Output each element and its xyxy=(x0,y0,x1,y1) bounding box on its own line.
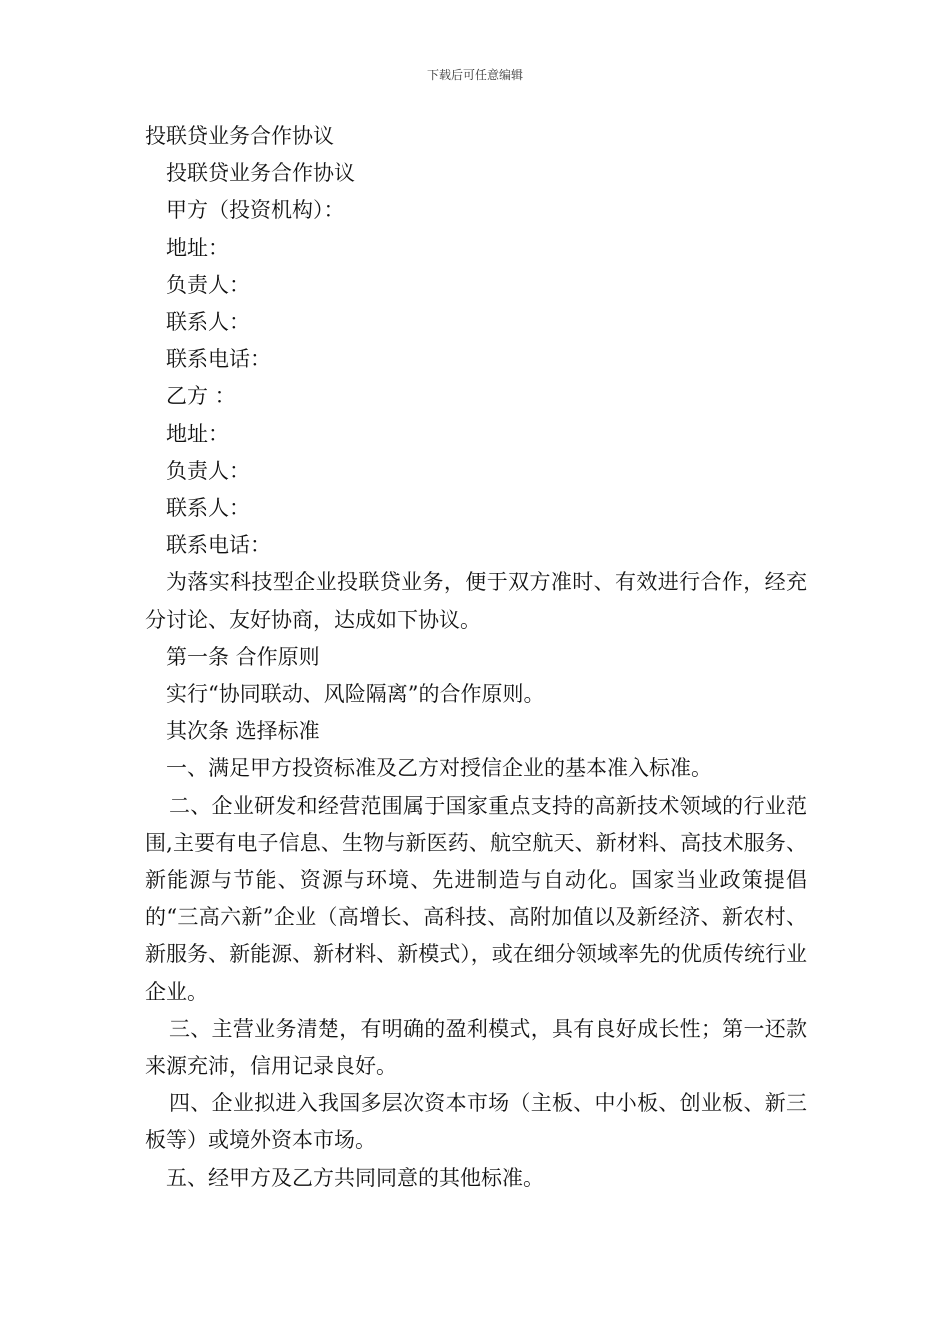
document-subtitle: 投联贷业务合作协议 xyxy=(166,161,355,186)
party-a-person-in-charge: 负责人： xyxy=(166,272,250,297)
party-a-address: 地址： xyxy=(166,235,229,260)
party-b-contact: 联系人： xyxy=(166,496,250,521)
article-1-heading: 第一条 合作原则 xyxy=(166,644,320,669)
preamble-paragraph: 为落实科技型企业投联贷业务，便于双方准时、有效进行合作，经充分讨论、友好协商，达成如下协议。 xyxy=(145,570,807,632)
party-b-person-in-charge: 负责人： xyxy=(166,458,250,483)
party-a-phone: 联系电话： xyxy=(166,347,271,372)
page-header-note: 下载后可任意编辑 xyxy=(426,68,523,82)
criteria-item-3: 三、主营业务清楚，有明确的盈利模式，具有良好成长性；第一还款来源充沛，信用记录良好。 xyxy=(145,1016,807,1079)
criteria-item-1: 一、满足甲方投资标准及乙方对授信企业的基本准入标准。 xyxy=(166,756,712,781)
article-1-text: 实行“协同联动、风险隔离”的合作原则。 xyxy=(166,682,545,707)
criteria-item-4: 四、企业拟进入我国多层次资本市场（主板、中小板、创业板、新三板等）或境外资本市场。 xyxy=(145,1091,807,1153)
document-body xyxy=(145,118,807,1197)
party-b-label: 乙方 ： xyxy=(166,384,236,409)
party-a-label: 甲方（投资机构）： xyxy=(166,198,345,223)
party-a-contact: 联系人： xyxy=(166,310,250,335)
criteria-item-2: 二、企业研发和经营范围属于国家重点支持的高新技术领域的行业范围,主要有电子信息、生物与新医药、航空航天、新材料、高技术服务、新能源与节能、资源与环境、先进制造与自动化。国家当业政策提倡的“三高六新”企业（高增长、高科技、高附加值以及新经济、新农村、新服务、新能源、新材料、新模式），或在细分领域率先的优质传统行业企业。 xyxy=(145,793,807,1004)
criteria-item-5: 五、经甲方及乙方共同同意的其他标准。 xyxy=(166,1165,544,1190)
document-title: 投联贷业务合作协议 xyxy=(145,124,334,148)
article-2-heading: 其次条 选择标准 xyxy=(166,719,320,744)
party-b-address: 地址： xyxy=(166,421,229,446)
party-b-phone: 联系电话： xyxy=(166,533,271,558)
